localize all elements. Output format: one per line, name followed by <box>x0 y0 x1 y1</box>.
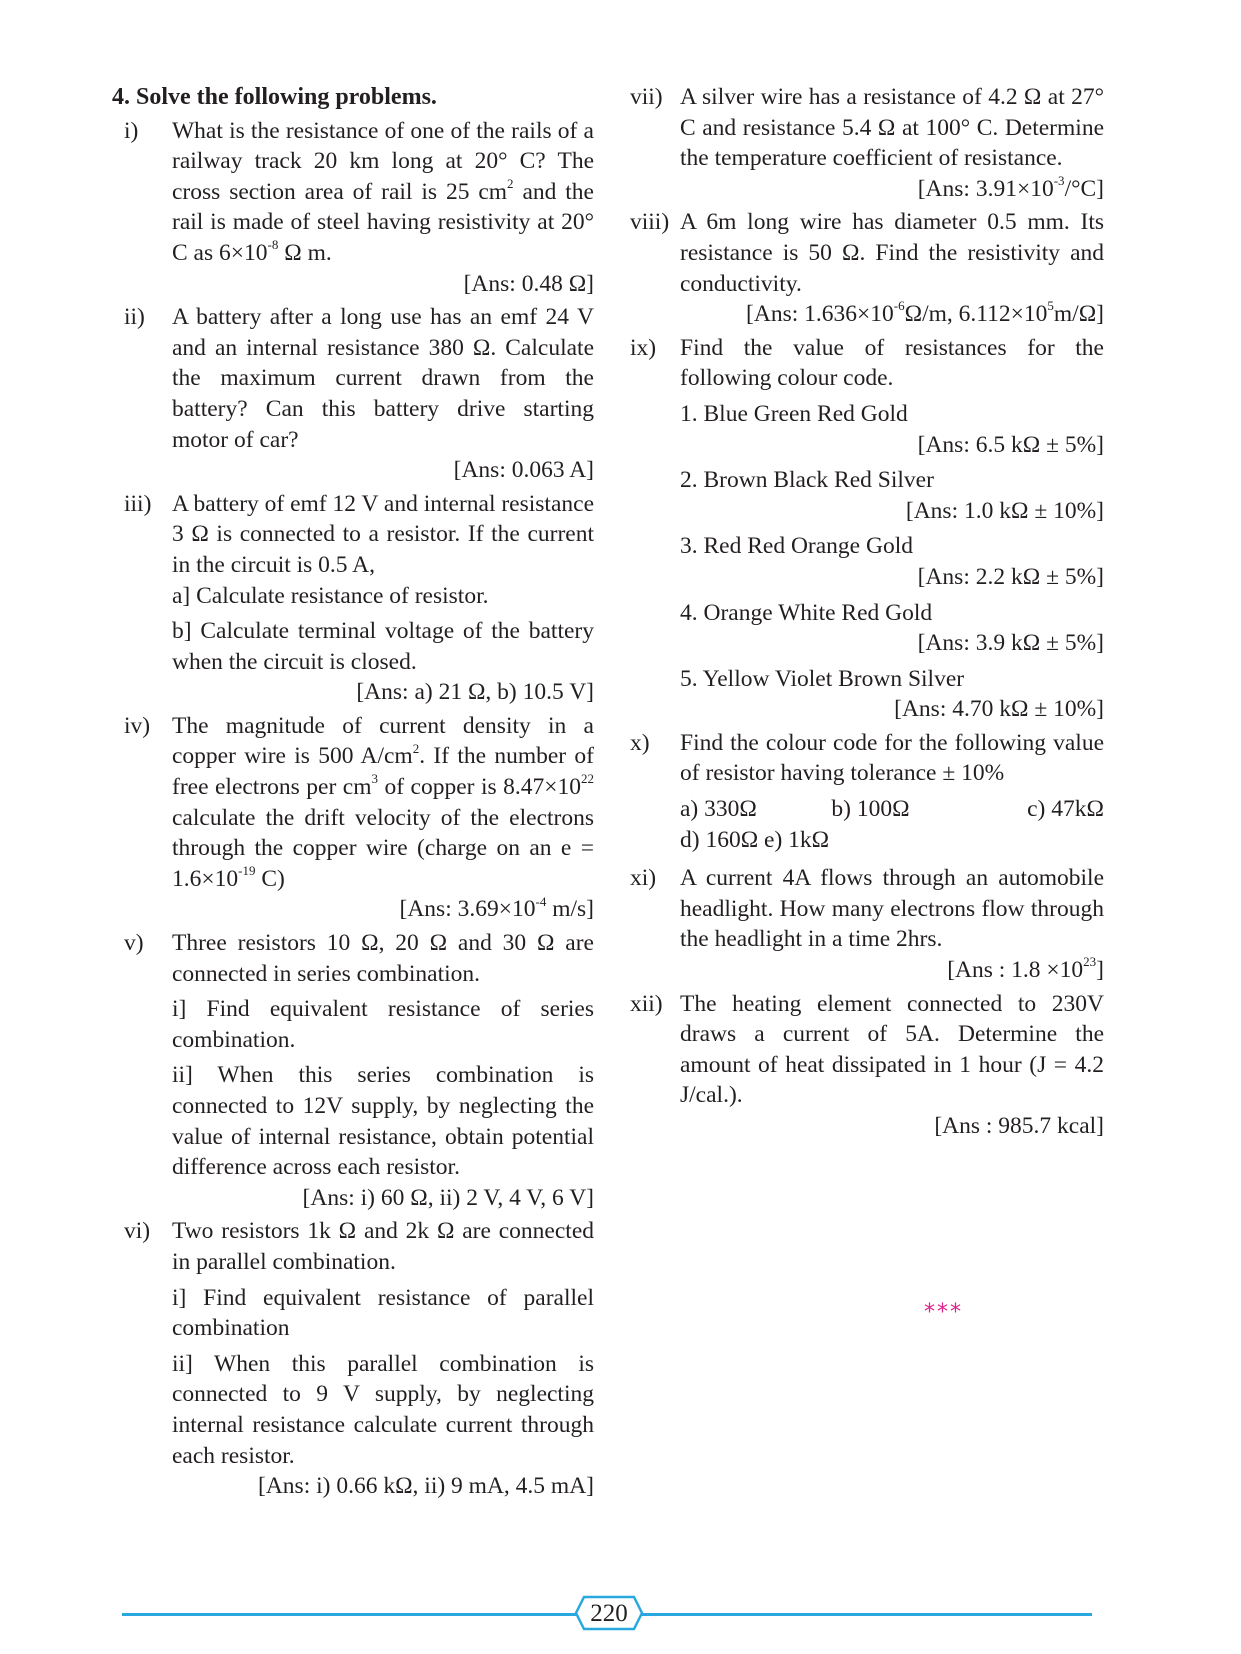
question-i <box>112 116 594 300</box>
question-number: iii) <box>124 490 152 517</box>
question-text: The magnitude of current density in a copper wire is 500 $A/cm^2$. If the number of free electrons per $cm^3$ of copper is $8.47\times 10^{22}$ calculate the drift velocity of the electrons through the copper wire (charge on an $e = 1.6\times 10^{-19}$ C) <box>172 712 594 892</box>
answer: [Ans: 0.48 Ω] <box>463 270 594 297</box>
page-number: 220 <box>590 1600 628 1627</box>
question-vii <box>630 82 1104 204</box>
question-x <box>630 728 1104 855</box>
answer: [Ans: $3.91\times 10^{-3}/^\circ C$] <box>917 172 1104 202</box>
answer: [Ans : 985.7 kcal] <box>934 1113 1104 1139</box>
answer: [Ans: a) 21 Ω, b) 10.5 V] <box>356 679 594 706</box>
end-stars: *** <box>924 1300 963 1325</box>
choices-row <box>680 794 1104 825</box>
question-number: iv) <box>124 712 151 739</box>
answer: [Ans: i) 60 Ω, ii) 2 V, 4 V, 6 V] <box>302 1184 594 1211</box>
colour-code-item: 5. Yellow Violet Brown Silver <box>680 665 965 692</box>
answer: [Ans: i) 0.66 kΩ, ii) 9 mA, 4.5 mA] <box>258 1473 594 1500</box>
question-text: A silver wire has a resistance of 4.2 Ω at 27° C and resistance 5.4 Ω at 100° C. Determine the temperature coefficient of resistance. <box>680 84 1104 172</box>
sub-part-a: a] Calculate resistance of resistor. <box>172 582 489 609</box>
answer: [Ans: 4.70 kΩ ± 10%] <box>894 696 1104 723</box>
answer: [Ans: $3.69\times 10^{-4}$ m/s] <box>399 893 594 923</box>
question-iv <box>112 711 594 925</box>
choice-a: a) 330Ω <box>680 796 757 823</box>
question-number: xi) <box>630 865 657 892</box>
question-v <box>112 928 594 1213</box>
question-number: viii) <box>630 209 670 236</box>
question-iii <box>112 489 594 708</box>
sub-part-ii: ii] When this series combination is connected to 12V supply, by neglecting the value of internal resistance, obtain potential difference across each resistor. <box>172 1062 594 1181</box>
question-number: i) <box>124 117 139 144</box>
sub-part-i: i] Find equivalent resistance of parallel combination <box>172 1284 594 1342</box>
sub-part-ii: ii] When this parallel combination is connected to 9 V supply, by neglecting internal resistance calculate current through each resistor. <box>172 1350 594 1469</box>
question-number: xii) <box>630 990 663 1017</box>
sub-part-i: i] Find equivalent resistance of series combination. <box>172 996 594 1053</box>
question-number: ix) <box>630 334 657 361</box>
question-number: ii) <box>124 304 145 331</box>
answer: [Ans: 0.063 A] <box>453 457 594 484</box>
question-text: Find the colour code for the following value of resistor having tolerance ± 10% <box>680 729 1104 787</box>
footer-line-left <box>122 1613 578 1616</box>
question-vi <box>112 1216 594 1501</box>
footer-line-right <box>640 1613 1092 1616</box>
question-text: What is the resistance of one of the rails of a railway track 20 km long at 20° C? The cross section area of rail is 25 $cm^2$ and the rail is made of steel having resistivity at 20° C as $6\times 10^{-8}$ Ω m. <box>172 117 594 266</box>
sub-part-b: b] Calculate terminal voltage of the battery when the circuit is closed. <box>172 618 594 675</box>
answer: [Ans: 1.0 kΩ ± 10%] <box>905 497 1104 524</box>
question-text: A battery after a long use has an emf 24 V and an internal resistance 380 Ω. Calculate the maximum current drawn from the battery? Can this battery drive starting motor of car? <box>172 304 594 453</box>
question-ix <box>630 333 1104 725</box>
section-heading: 4. Solve the following problems. <box>112 84 437 110</box>
answer: [Ans: $1.636\times 10^{-6}\Omega/m$, $6.112\times 10^5m/\Omega$] <box>746 298 1104 328</box>
choices-d-e: d) 160Ω e) 1kΩ <box>680 826 830 853</box>
answer: [Ans: 6.5 kΩ ± 5%] <box>917 431 1104 458</box>
colour-code-item: 4. Orange White Red Gold <box>680 599 933 626</box>
question-text: Two resistors 1k Ω and 2k Ω are connected in parallel combination. <box>172 1218 594 1275</box>
choice-b: b) 100Ω <box>831 796 910 823</box>
question-xii <box>630 989 1104 1142</box>
answer: [Ans : $1.8 \times 10^{23}$] <box>947 954 1104 984</box>
answer: [Ans: 3.9 kΩ ± 5%] <box>917 630 1104 657</box>
colour-code-item: 1. Blue Green Red Gold <box>680 400 908 427</box>
left-column <box>112 82 594 1502</box>
question-text: Three resistors 10 Ω, 20 Ω and 30 Ω are connected in series combination. <box>172 930 594 987</box>
question-text: A current 4A flows through an automobile headlight. How many electrons flow through the headlight in a time 2hrs. <box>680 865 1104 953</box>
colour-code-item: 3. Red Red Orange Gold <box>680 533 913 560</box>
colour-code-item: 2. Brown Black Red Silver <box>680 467 934 494</box>
question-text: A battery of emf 12 V and internal resistance 3 Ω is connected to a resistor. If the current in the circuit is 0.5 A, <box>172 490 595 578</box>
right-column <box>630 82 1104 1142</box>
question-number: x) <box>630 729 650 756</box>
answer: [Ans: 2.2 kΩ ± 5%] <box>917 563 1104 590</box>
choice-c: c) 47kΩ <box>1027 796 1104 823</box>
question-text: The heating element connected to 230V draws a current of 5A. Determine the amount of heat dissipated in 1 hour (J = 4.2 J/cal.). <box>680 990 1104 1109</box>
question-ii <box>112 302 594 486</box>
question-viii <box>630 207 1104 329</box>
question-number: vii) <box>630 84 663 110</box>
question-number: v) <box>124 930 144 957</box>
question-text: Find the value of resistances for the following colour code. <box>680 334 1104 392</box>
question-xi <box>630 863 1104 985</box>
question-number: vi) <box>124 1218 151 1245</box>
question-text: A 6m long wire has diameter 0.5 mm. Its resistance is 50 Ω. Find the resistivity and conductivity. <box>680 209 1104 297</box>
